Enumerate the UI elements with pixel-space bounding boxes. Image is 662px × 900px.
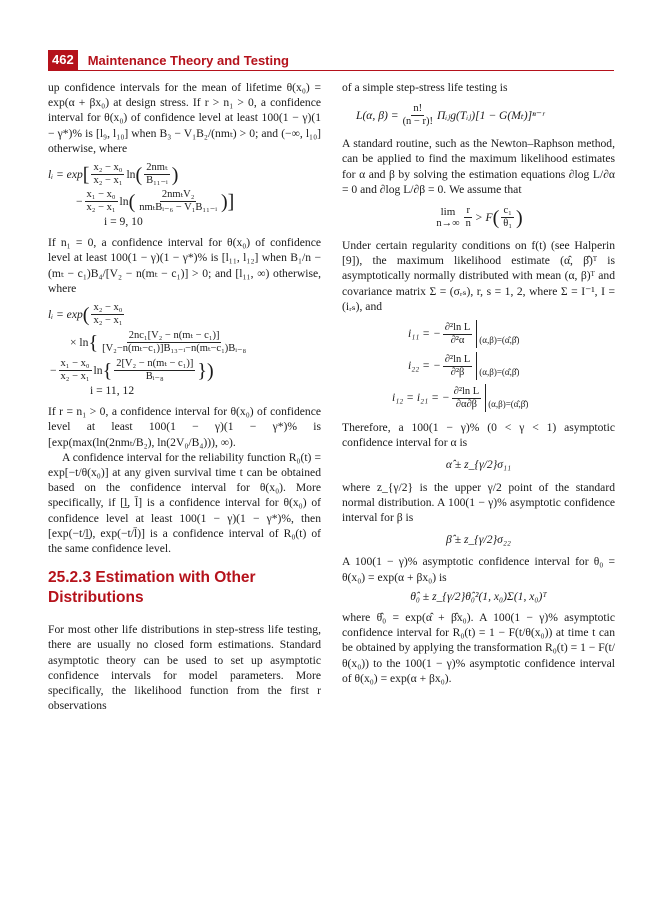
- fraction: $\frac{\text{x₁ − x₀}}{\text{x₂ − x₁}}$: [86, 189, 116, 214]
- paragraph: If n₁ = 0, a confidence interval for θ(x₀) of confidence level at least 100(1 − γ)(1 − γ*)% is [l₁₁, l₁₂] when B₁/n − (mₜ − c₁)B₄/[V₂ − n(mₜ − c₁)] > 0; and [l₁₁, ∞) otherwise, where: [48, 236, 321, 295]
- equation-limit: lim n→∞ $\frac{r}{n}$ > F ( $\frac{\text{c₁}}{\text{θ₁}}$ ): [436, 205, 523, 230]
- times-ln: × ln: [70, 335, 89, 349]
- paragraph: where θ̂₀ = exp(α̂ + β̂x₀). A 100(1 − γ)% asymptotic confidence interval for R₀(t) = 1 − F(t/θ(x₀)) at time t can be obtained by applying the transformation R₀(t) = 1 − F(t/θ(x₀)) to the 100(1 − γ)% asymptotic confidence interval of θ(x₀) = exp(α + βx₀).: [342, 611, 615, 685]
- eq-index: i = 11, 12: [90, 384, 135, 398]
- equation-theta-ci: θ̂₀ ± z_{γ/2}θ̂₀²(1, x₀)Σ(1, x₀)ᵀ: [410, 589, 547, 603]
- ln-op: ln: [93, 363, 103, 377]
- paragraph: A confidence interval for the reliability function R₀(t) = exp[−t/θ(x₀)] at any given survival time t can be obtained based on the confidence interval for θ(x₀). More specifically, if [l̲, l̄] is a confidence interval for θ(x₀) of confidence level at least 100(1 − γ)(1 − γ*)%, then [exp(−t/l̲), exp(−t/l̄)] is a confidence interval of R₀(t) of the same confidence level.: [48, 450, 321, 556]
- eq-lhs: lᵢ = exp: [48, 307, 83, 321]
- page-number: 462: [48, 50, 78, 70]
- equation-i12: i₁₂ = i₂₁ = − $\frac{\text{∂²ln L}}{\partial\alpha\partial\beta}$ (α,β)=(α̂,β̂): [392, 384, 615, 412]
- fraction: $\frac{\text{2nc₁[V₂ − n(mₜ − c₁)]}}{\text{[V₂−n(mₜ−c₁)]B₁₃₋ᵢ−n(mₜ−c₁)Bᵢ₋₈}}$: [102, 330, 247, 355]
- header-rule: [48, 70, 614, 71]
- fraction: $\frac{\text{2nmₜV₂}}{\text{nmₜBᵢ₋₆ − V₁B₁₁₋ᵢ}}$: [139, 189, 217, 214]
- fraction: $\frac{\text{2[V₂ − n(mₜ − c₁)]}}{\text{Bᵢ₋₈}}$: [116, 358, 194, 383]
- equation-likelihood: L(α, β) = $\frac{n!}{(n - r)!}$ Πᵢⱼg(Tᵢⱼ)[1 − G(Mₜ)]ⁿ⁻ʳ: [356, 103, 545, 128]
- running-header: [48, 50, 289, 70]
- equation-beta-ci: β̂ ± z_{γ/2}σ₂₂: [446, 533, 511, 547]
- running-title: Maintenance Theory and Testing: [87, 52, 289, 68]
- paragraph: A standard routine, such as the Newton–Raphson method, can be applied to find the maximum likelihood estimates for α and β by solving the estimation equations ∂log L/∂α = 0 and ∂log L/∂β = 0. We assume that: [342, 137, 615, 196]
- equation-i11: i₁₁ = − $\frac{\text{∂²ln L}}{\text{∂²α}}$ (α,β)=(α̂,β̂): [408, 320, 615, 348]
- paragraph: Under certain regularity conditions on f(t) (see Halperin [9]), the maximum likelihood estimate (α̂, β̂)ᵀ is asymptotically normally distributed with mean (α, β)ᵀ and covariance matrix Σ = (σᵣₛ), r, s = 1, 2, where Σ = I⁻¹, I = (iᵣₛ), and: [342, 239, 615, 313]
- fraction: $\frac{\text{x₂ − x₀}}{\text{x₂ − x₁}}$: [93, 162, 123, 187]
- left-column: [48, 80, 321, 713]
- paragraph: up confidence intervals for the mean of lifetime θ(x₀) = exp(α + βx₀) at design stress. If r > n₁ > 0, a confidence interval for θ(x₀) of confidence level at least 100(1 − γ)(1 − γ*)% is [l₉, l₁₀] when B₃ − V₁B₂/(nmₜ) > 0; and (−∞, l₁₀] otherwise, where: [48, 81, 321, 155]
- equation-l11-l12: lᵢ = exp ( $\frac{\text{x₂ − x₀}}{\text{x₂ − x₁}}$ × ln { $\frac{\text{2nc₁[V₂ − n(mₜ − c₁)]}}{\text{[V₂−n(mₜ−c₁)]B₁₃₋ᵢ−n(mₜ−c₁)Bᵢ₋₈}}$ − $\frac{\text{x₁ − x₀}}{\text{x₂ − x₁}}$ ln { $\frac{\text{2[V₂ − n(mₜ − c₁)]}}{\text{Bᵢ₋₈}}$ }) i = 11, 12: [48, 302, 321, 398]
- eq-lhs: lᵢ = exp: [48, 167, 83, 181]
- equation-alpha-ci: α̂ ± z_{γ/2}σ₁₁: [445, 458, 512, 472]
- paragraph: A 100(1 − γ)% asymptotic confidence interval for θ₀ = θ(x₀) = exp(α + βx₀) is: [342, 555, 615, 584]
- right-column: [342, 80, 615, 686]
- fraction: $\frac{\text{2nmₜ}}{\text{B₁₁₋ᵢ}}$: [146, 162, 168, 187]
- equation-l9-l10: lᵢ = exp [ $\frac{\text{x₂ − x₀}}{\text{x₂ − x₁}}$ ln ( $\frac{\text{2nmₜ}}{\text{B₁₁₋ᵢ}}$ ) − $\frac{\text{x₁ − x₀}}{\text{x₂ − x₁}}$ ln ( $\frac{\text{2nmₜV₂}}{\text{nmₜBᵢ₋₆ − V₁B₁₁₋ᵢ}}$ )] i = 9, 10: [48, 162, 321, 229]
- paragraph: where z_{γ/2} is the upper γ/2 point of the standard normal distribution. A 100(1 − γ)% asymptotic confidence interval for β is: [342, 480, 615, 525]
- fraction: $\frac{\text{x₂ − x₀}}{\text{x₂ − x₁}}$: [93, 302, 123, 327]
- fraction: $\frac{\text{x₁ − x₀}}{\text{x₂ − x₁}}$: [60, 358, 90, 383]
- ln-op: ln: [126, 167, 136, 181]
- equation-i22: i₂₂ = − $\frac{\text{∂²ln L}}{\text{∂²β}}$ (α,β)=(α̂,β̂): [408, 352, 615, 380]
- eq-index: i = 9, 10: [104, 215, 143, 229]
- paragraph: Therefore, a 100(1 − γ)% (0 < γ < 1) asymptotic confidence interval for α is: [342, 421, 615, 450]
- section-heading: 25.2.3 Estimation with Other Distributions: [48, 569, 256, 607]
- paragraph: of a simple step-stress life testing is: [342, 81, 508, 94]
- paragraph: If r = n₁ > 0, a confidence interval for θ(x₀) of confidence level at least 100(1 − γ)(1 − γ*)% is [exp(max(ln(2nmₜ/B₂), ln(2V₀/B₄))), ∞).: [48, 405, 321, 449]
- paragraph: For most other life distributions in step-stress life testing, there are usually no closed form estimations. Standard asymptotic theory can be used to set up asymptotic confidence intervals for model parameters. More specifically, the likelihood function from the first r observations: [48, 623, 321, 713]
